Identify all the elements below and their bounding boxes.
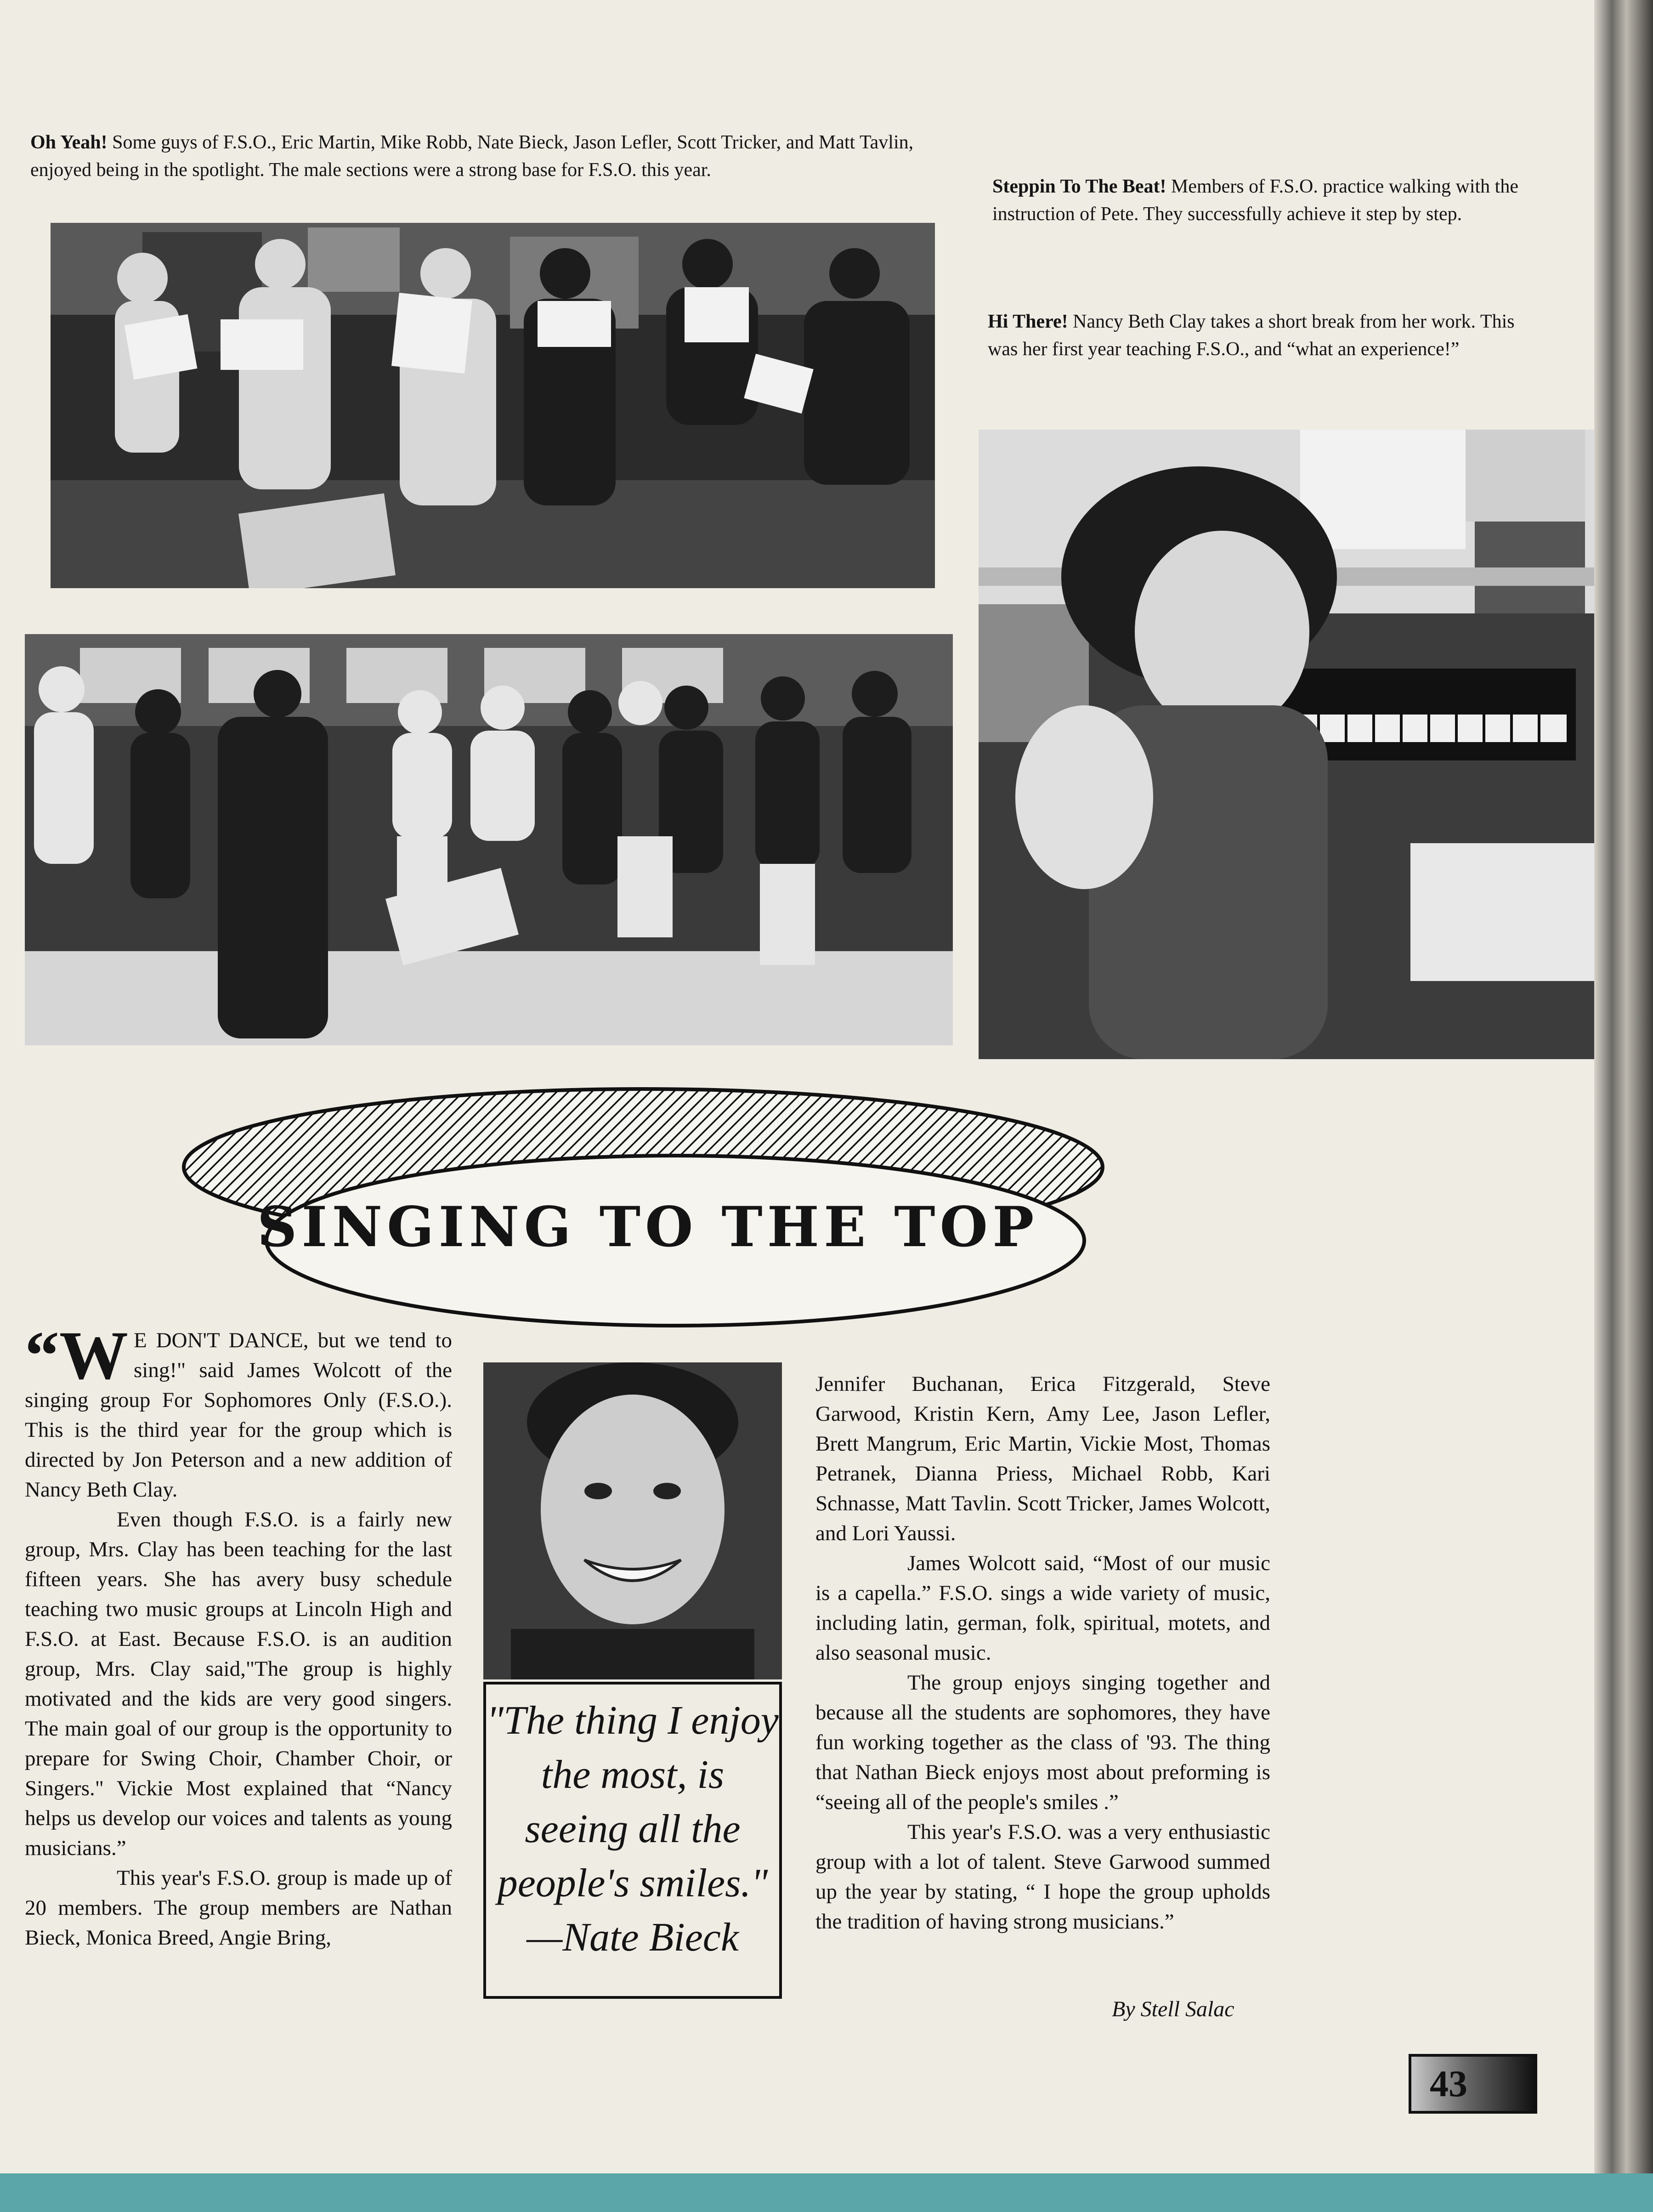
paragraph: The group enjoys singing together and because all the students are sophomores, they have fun working together as the class of '93. The thing that Nathan Bieck enjoys most about preforming is “seeing all of the people's smiles .” xyxy=(815,1671,1270,1814)
caption-top-right xyxy=(992,173,1544,228)
article-column-2 xyxy=(815,1369,1270,1937)
photo-male-singers xyxy=(51,223,935,588)
page-number: 43 xyxy=(1409,2054,1537,2114)
portrait-photo xyxy=(483,1362,782,1679)
paragraph: Even though F.S.O. is a fairly new group, Mrs. Clay has been teaching for the last fifteen years. She has avery busy schedule teaching two music groups at Lincoln High and F.S.O. at East. Because F.S.O. is an audition group, Mrs. Clay said,"The group is highly motivated and the kids are very good singers. The main goal of our group is the opportunity to prepare for Swing Choir, Chamber Choir, or Singers." Vickie Most explained that “Nancy helps us develop our voices and talents as young musicians.” xyxy=(25,1508,452,1860)
caption-text: Members of F.S.O. practice walking with the instruction of Pete. They successfully achieve it step by step. xyxy=(992,176,1518,225)
caption-text: Nancy Beth Clay takes a short break from her work. This was her first year teaching F.S.O., and “what an experience!” xyxy=(988,311,1515,360)
book-binding xyxy=(0,2173,1653,2212)
caption-lead: Oh Yeah! xyxy=(30,132,108,153)
photo-teacher-keyboard xyxy=(979,430,1594,1059)
caption-text: Some guys of F.S.O., Eric Martin, Mike Robb, Nate Bieck, Jason Lefler, Scott Tricker, and Matt Tavlin, enjoyed being in the spotlight. The male sections were a strong base for F.S.O. this year. xyxy=(30,132,914,181)
paragraph: Jennifer Buchanan, Erica Fitzgerald, Steve Garwood, Kristin Kern, Amy Lee, Jason Lefler, Brett Mangrum, Eric Martin, Vickie Most, Thomas Petranek, Dianna Priess, Michael Robb, Kari Schnasse, Matt Tavlin. Scott Tricker, James Wolcott, and Lori Yaussi. xyxy=(815,1372,1270,1545)
quote-text: "The thing I enjoy the most, is seeing all the people's smiles." xyxy=(487,1698,779,1906)
quote-attribution: —Nate Bieck xyxy=(526,1915,739,1960)
paragraph: This year's F.S.O. was a very enthusiastic group with a lot of talent. Steve Garwood summed up the year by stating, “ I hope the group upholds the tradition of having strong musicians.” xyxy=(815,1820,1270,1934)
pull-quote xyxy=(483,1682,782,1999)
article-title: SINGING TO THE TOP xyxy=(257,1195,1039,1259)
paragraph: James Wolcott said, “Most of our music is a capella.” F.S.O. sings a wide variety of music, including latin, german, folk, spiritual, motets, and also seasonal music. xyxy=(815,1551,1270,1665)
byline: By Stell Salac xyxy=(1112,1997,1234,2021)
caption-lead: Steppin To The Beat! xyxy=(992,176,1166,197)
paragraph: This year's F.S.O. group is made up of 20 members. The group members are Nathan Bieck, Monica Breed, Angie Bring, xyxy=(25,1866,452,1950)
caption-lead: Hi There! xyxy=(988,311,1068,332)
photo-group-practice xyxy=(25,634,953,1045)
page-edge xyxy=(1594,0,1653,2212)
caption-middle-right xyxy=(988,308,1539,363)
paragraph: E DON'T DANCE, but we tend to sing!" said James Wolcott of the singing group For Sophomores Only (F.S.O.). This is the third year for the group which is directed by Jon Peterson and a new addition of Nancy Beth Clay. xyxy=(25,1328,452,1502)
drop-cap: “W xyxy=(25,1317,128,1394)
caption-top-left xyxy=(30,129,963,184)
article-column-1 xyxy=(25,1317,452,1953)
